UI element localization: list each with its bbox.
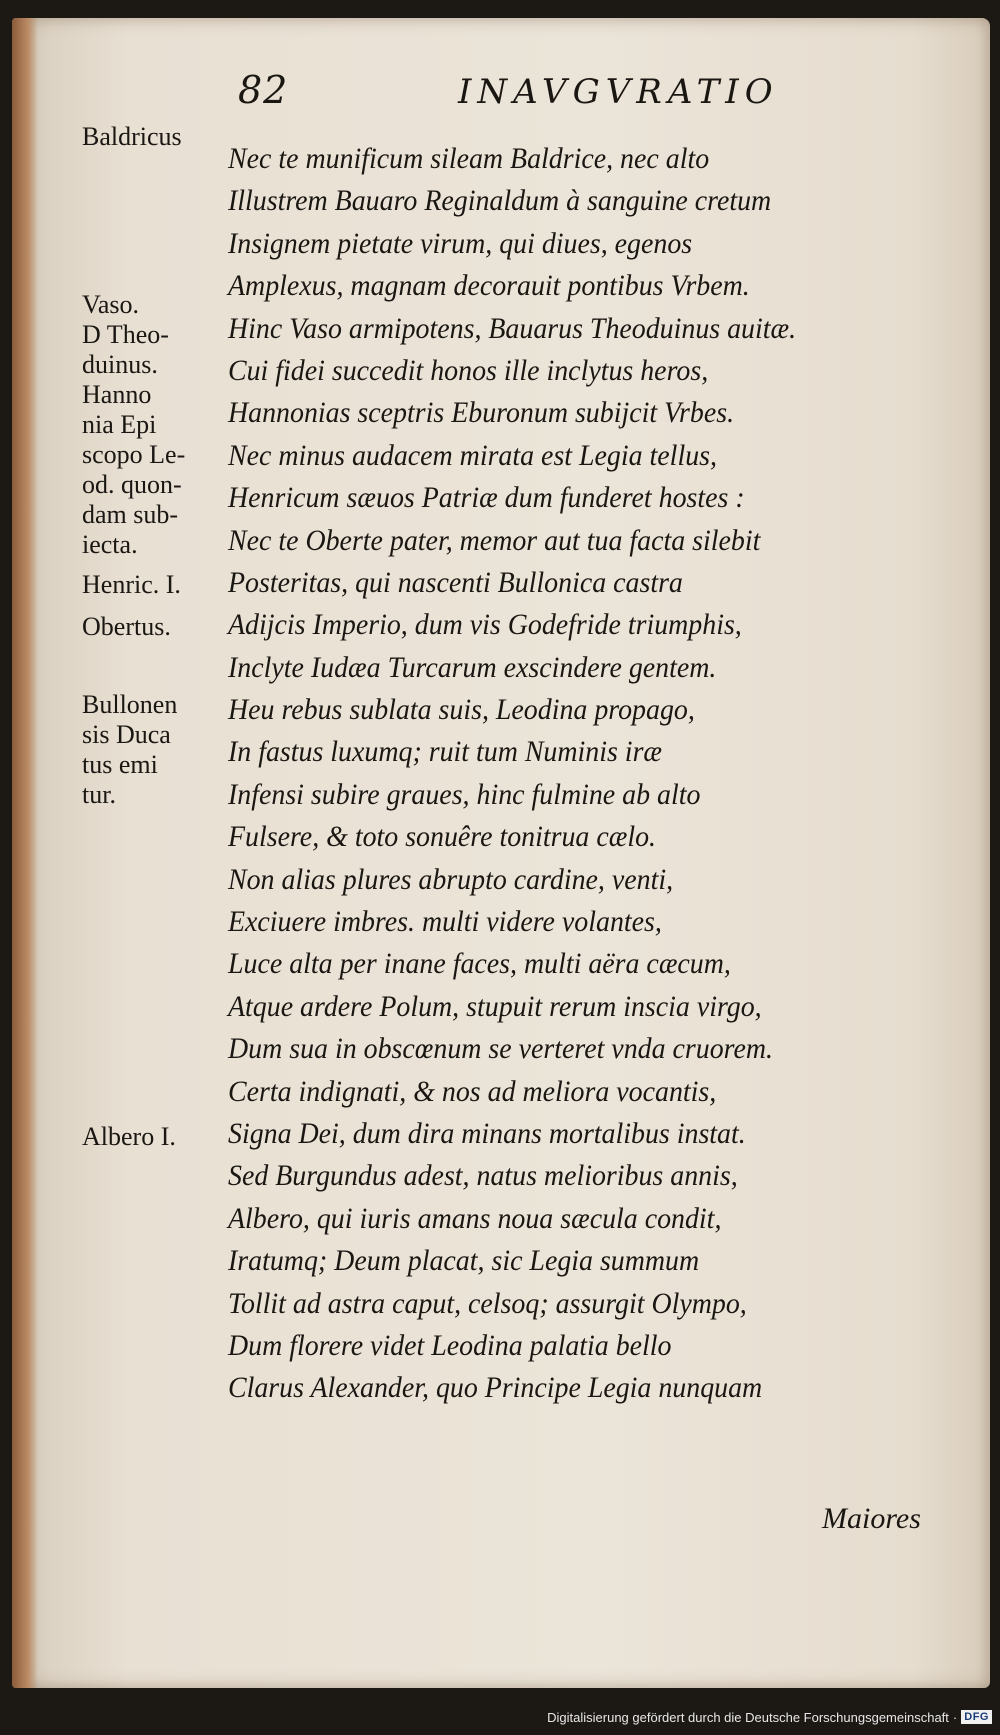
- verse-line: Certa indignati, & nos ad meliora vocantis,: [228, 1074, 717, 1108]
- verse-line: Hannonias sceptris Eburonum subijcit Vrbes.: [228, 396, 735, 430]
- digitization-footer: Digitalisierung gefördert durch die Deutsche Forschungsgemeinschaft · DFG: [547, 1703, 992, 1731]
- verse-line: Infensi subire graues, hinc fulmine ab alto: [228, 777, 701, 811]
- verse-line: Dum sua in obscœnum se verteret vnda cruorem.: [228, 1032, 773, 1066]
- verse-line: Exciuere imbres. multi videre volantes,: [228, 905, 662, 939]
- verse-line: Iratumq; Deum placat, sic Legia summum: [228, 1244, 700, 1278]
- verse-line: Heu rebus sublata suis, Leodina propago,: [228, 693, 695, 727]
- verse-line: Hinc Vaso armipotens, Bauarus Theoduinus auitæ.: [228, 311, 797, 345]
- margin-note-vaso: Vaso. D Theo- duinus.: [82, 290, 169, 379]
- verse-line: Henricum sæuos Patriæ dum funderet hostes :: [228, 481, 745, 515]
- verse-line: Illustrem Bauaro Reginaldum à sanguine cretum: [228, 184, 772, 218]
- verse-line: Sed Burgundus adest, natus melioribus annis,: [228, 1159, 738, 1193]
- verse-line: In fastus luxumq; ruit tum Numinis iræ: [228, 735, 663, 769]
- verse-line: Clarus Alexander, quo Principe Legia nunquam: [228, 1371, 763, 1405]
- catchword: Maiores: [822, 1502, 921, 1535]
- verse-line: Tollit ad astra caput, celsoq; assurgit Olympo,: [228, 1286, 747, 1320]
- verse-line: Inclyte Iudæa Turcarum exscindere gentem.: [228, 650, 717, 684]
- dfg-logo: DFG: [961, 1710, 992, 1724]
- verse-line: Adijcis Imperio, dum vis Godefride triumphis,: [228, 608, 742, 642]
- margin-note-obertus: Obertus.: [82, 612, 171, 641]
- running-head: [238, 68, 778, 128]
- margin-note-baldricus: Baldricus: [82, 122, 182, 151]
- verse-line: Atque ardere Polum, stupuit rerum inscia virgo,: [228, 989, 762, 1023]
- verse-line: Nec minus audacem mirata est Legia tellus,: [228, 438, 717, 472]
- verse-line: Insignem pietate virum, qui diues, egenos: [228, 226, 693, 260]
- verse-line: Nec te munificum sileam Baldrice, nec alto: [228, 142, 710, 175]
- verse-text: [228, 138, 948, 1410]
- verse-line: Luce alta per inane faces, multi aëra cæcum,: [228, 947, 731, 981]
- verse-line: Signa Dei, dum dira minans mortalibus instat.: [228, 1116, 746, 1150]
- verse-line: Posteritas, qui nascenti Bullonica castra: [228, 565, 683, 599]
- verse-line: Dum florere videt Leodina palatia bello: [228, 1328, 672, 1362]
- margin-note-albero: Albero I.: [82, 1122, 176, 1151]
- verse-line: Nec te Oberte pater, memor aut tua facta silebit: [228, 523, 761, 557]
- margin-note-bullonensis: Bullonen sis Duca tus emi tur.: [82, 690, 178, 809]
- page-gutter: [12, 18, 38, 1688]
- page-number: 82: [238, 68, 289, 112]
- verse-line: Non alias plures abrupto cardine, venti,: [228, 862, 674, 896]
- margin-note-hannonia: Hanno nia Epi scopo Le- od. quon- dam sub- iecta.: [82, 380, 186, 559]
- margin-notes: [82, 122, 232, 1222]
- verse-line: Albero, qui iuris amans noua sæcula condit,: [228, 1201, 722, 1235]
- verse-line: Amplexus, magnam decorauit pontibus Vrbem.: [228, 269, 750, 303]
- verse-line: Cui fidei succedit honos ille inclytus heros,: [228, 353, 709, 387]
- funding-credit: Digitalisierung gefördert durch die Deutsche Forschungsgemeinschaft: [547, 1709, 949, 1725]
- margin-note-henricus: Henric. I.: [82, 570, 181, 599]
- running-title: INAVGVRATIO: [458, 72, 779, 112]
- verse-line: Fulsere, & toto sonuêre tonitrua cælo.: [228, 820, 657, 854]
